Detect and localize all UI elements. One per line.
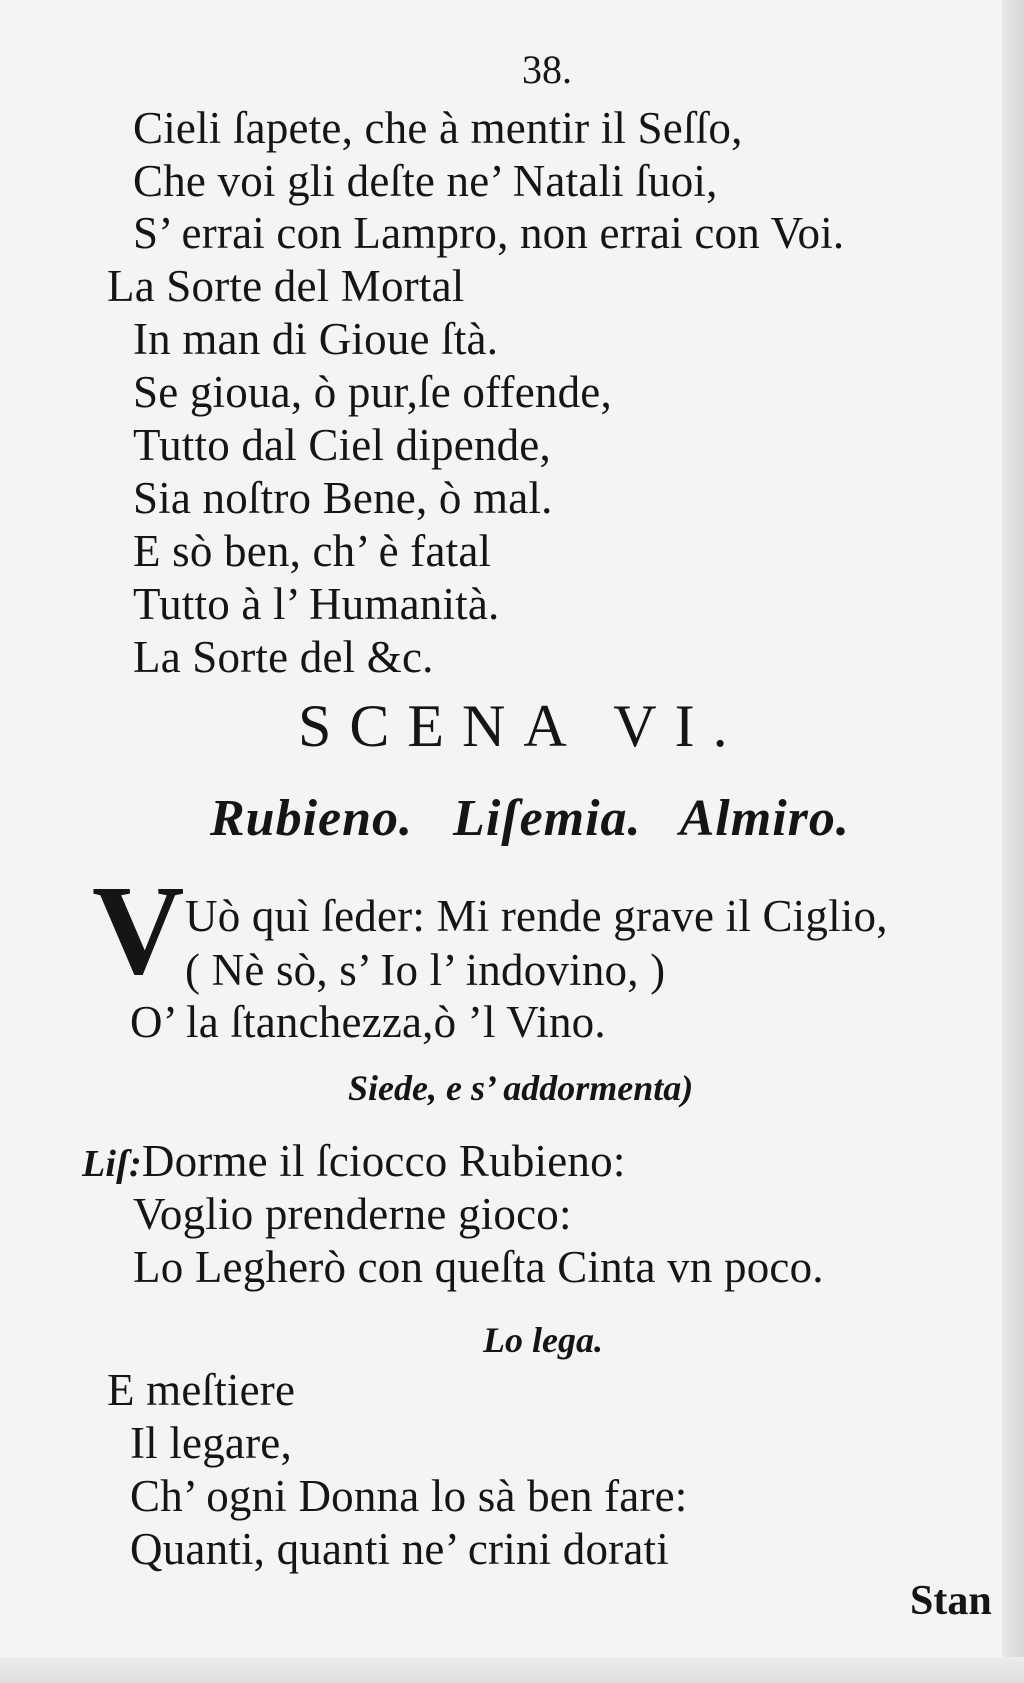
speech-line: Lo Legherò con queſta Cinta vn poco. xyxy=(133,1242,824,1292)
verse-line: Se gioua, ò pur,ſe offende, xyxy=(133,367,612,417)
verse-line: Ch’ ogni Donna lo sà ben fare: xyxy=(130,1471,688,1521)
verse-line: S’ errai con Lampro, non errai con Voi. xyxy=(133,208,845,258)
verse-line: Che voi gli deſte ne’ Natali ſuoi, xyxy=(133,156,718,206)
speech-text: Dorme il ſciocco Rubieno: xyxy=(141,1136,626,1186)
page-number: 38. xyxy=(522,47,572,92)
stage-direction: Lo lega. xyxy=(483,1320,603,1360)
verse-line: La Sorte del Mortal xyxy=(107,261,465,311)
verse-line: La Sorte del &c. xyxy=(133,632,434,682)
speech-line: O’ la ſtanchezza,ò ’l Vino. xyxy=(130,997,606,1047)
verse-line: Tutto dal Ciel dipende, xyxy=(133,420,551,470)
verse-line: In man di Gioue ſtà. xyxy=(133,314,499,364)
verse-line: Sia noſtro Bene, ò mal. xyxy=(133,473,553,523)
catchword: Stan xyxy=(910,1578,992,1624)
speaker-label: Liſ: xyxy=(82,1143,142,1185)
speech-line: Uò quì ſeder: Mi rende grave il Ciglio, xyxy=(185,891,888,941)
verse-line: Tutto à l’ Humanità. xyxy=(133,579,500,629)
stage-direction: Siede, e s’ addormenta) xyxy=(348,1068,694,1108)
speech-line-with-speaker xyxy=(82,1136,626,1186)
verse-line: E sò ben, ch’ è fatal xyxy=(133,526,492,576)
scene-heading: SCENA VI. xyxy=(298,693,746,759)
verse-line: Quanti, quanti ne’ crini dorati xyxy=(130,1524,669,1574)
verse-line: Cieli ſapete, che à mentir il Seſſo, xyxy=(133,103,743,153)
page-bottom-shadow xyxy=(0,1657,1024,1683)
page-edge-shadow xyxy=(1002,0,1024,1683)
drop-cap: V xyxy=(92,859,185,1001)
character-list: Rubieno. Liſemia. Almiro. xyxy=(210,790,850,847)
verse-line: E meſtiere xyxy=(107,1365,296,1415)
verse-line: Il legare, xyxy=(130,1418,292,1468)
speech-line: Voglio prenderne gioco: xyxy=(133,1189,572,1239)
speech-line: ( Nè sò, s’ Io l’ indovino, ) xyxy=(185,945,666,995)
